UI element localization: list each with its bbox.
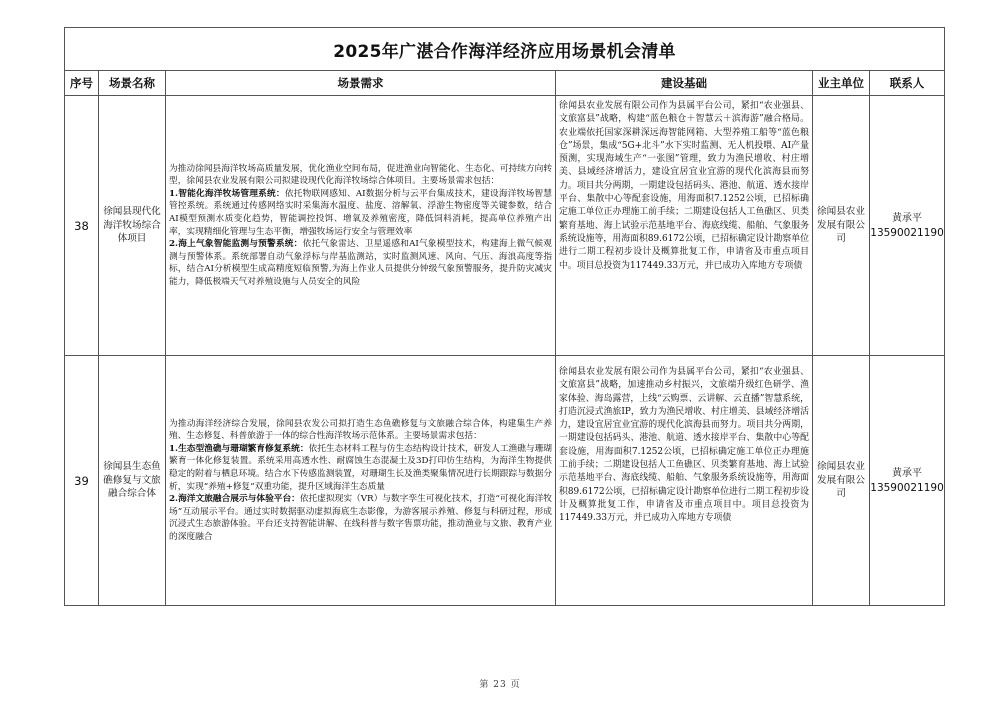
- contact-phone: 13590021190: [870, 481, 944, 494]
- header-scene-requirement: 场景需求: [166, 71, 556, 96]
- requirement-intro: 为推动徐闻县海洋牧场高质量发展，优化渔业空间布局，促进渔业向智能化、生态化、可持续方向转型，徐闻县农业发展有限公司拟建设现代化海洋牧场综合体项目。主要场景需求包括：: [169, 163, 552, 187]
- header-construction-basis: 建设基础: [556, 71, 813, 96]
- requirement-item-text: 依托气象雷达、卫星遥感和AI气象模型技术，构建海上微气候观测与预警体系。系统部署自动气象浮标与岸基监测站，实时监测风速、风向、气压、海浪高度等指标，结合AI分析模型生成高精度短临预警,为海上作业人员提供分钟级气象预警服务，提升防灾减灾能力，降低极端天气对养殖设施与人员安全的风险: [169, 239, 552, 287]
- scene-requirement: [166, 356, 556, 606]
- requirement-item: [169, 238, 552, 288]
- row-index: 38: [65, 96, 99, 356]
- document-title: 2025年广湛合作海洋经济应用场景机会清单: [65, 28, 945, 71]
- requirement-item: [169, 188, 552, 238]
- scene-requirement: [166, 96, 556, 356]
- header-index: 序号: [65, 71, 99, 96]
- contact-cell: [870, 96, 945, 356]
- scene-name: 徐闻县现代化海洋牧场综合体项目: [99, 96, 166, 356]
- table-row: [65, 356, 945, 606]
- requirement-intro: 为推动海洋经济综合发展，徐闻县农发公司拟打造生态鱼礁修复与文旅融合综合体，构建集生产养殖、生态修复、科普旅游于一体的综合性海洋牧场示范体系。主要场景需求包括：: [169, 418, 552, 442]
- row-index: 39: [65, 356, 99, 606]
- header-owner: 业主单位: [813, 71, 870, 96]
- requirement-item-heading: 2.海上气象智能监测与预警系统：: [169, 239, 303, 250]
- construction-basis: 徐闻县农业发展有限公司作为县属平台公司，紧扣“农业强县、文旅富县”战略，构建“蓝色粮仓＋智慧云＋滨海游”融合格局。农业端依托国家深耕深远海智能网箱、大型养殖工船等“蓝色粮仓”场景，集成“5G+北斗”水下实时监测、无人机投喂、AI产量预测，实现海域生产“一张图”管理，致力为渔民增收、村庄增美、县域经济增活力，建设宜居宜业宜游的现代化滨海县而努力。项目共分两期，一期建设包括码头、港池、航道、透水接岸平台、集散中心等配套设施，用海面积7.1252公顷，已招标确定施工单位正办理施工前手续；二期建设包括人工鱼礁区、贝类繁育基地、海上试验示范基地平台、海底线缆、船舶、气象服务系统设施等，用海面积89.6172公顷，已招标确定设计勘察单位进行二期工程初步设计及概算批复工作，申请省及市重点项目中。项目总投资为117449.33万元，并已成功入库地方专项债: [556, 96, 813, 356]
- contact-cell: [870, 356, 945, 606]
- requirement-item-text: 依托虚拟现实（VR）与数字孪生可视化技术，打造“可视化海洋牧场”互动展示平台。通过实时数据驱动虚拟海底生态影像，为游客展示养殖、修复与科研过程，形成沉浸式生态旅游体验。平台还支持智能讲解、在线科普与数字售票功能，推动渔业与文旅、教育产业的深度融合: [169, 494, 552, 542]
- requirement-item-heading: 2.海洋文旅融合展示与体验平台：: [169, 494, 300, 505]
- contact-name: 黄承平: [892, 467, 923, 479]
- owner-unit: 徐闻县农业发展有限公司: [813, 356, 870, 606]
- table-header-row: [65, 71, 945, 96]
- header-scene-name: 场景名称: [99, 71, 166, 96]
- requirement-item: [169, 443, 552, 493]
- contact-name: 黄承平: [892, 212, 923, 224]
- opportunity-list-sheet: [64, 27, 944, 606]
- contact-phone: 13590021190: [870, 226, 944, 239]
- owner-unit: 徐闻县农业发展有限公司: [813, 96, 870, 356]
- requirement-item-text: 依托物联网感知、AI数据分析与云平台集成技术，建设海洋牧场智慧管控系统。系统通过传感网络实时采集海水温度、盐度、溶解氧、浮游生物密度等关键参数，结合AI模型预测水质变化趋势，智能调控投饵、增氧及养殖密度，降低饲料消耗，提高单位养殖产出率，实现精细化管理与生态平衡，增强牧场运行安全与管理效率: [169, 188, 552, 237]
- requirement-item: [169, 493, 552, 543]
- header-contact: 联系人: [870, 71, 945, 96]
- page-number: 第 23 页: [479, 680, 521, 690]
- requirement-item-text: 依托生态材料工程与仿生态结构设计技术，研发人工渔礁与珊瑚繁育一体化修复装置。系统采用高透水性、耐腐蚀生态混凝土及3D打印仿生结构，为海洋生物提供稳定的附着与栖息环境。结合水下传感监测装置，对珊瑚生长及渔类聚集情况进行长期跟踪与数据分析，实现“养殖+修复”双重功能，提升区域海洋生态质量: [169, 443, 552, 492]
- requirement-item-heading: 1.生态型渔礁与珊瑚繁育修复系统：: [169, 443, 309, 454]
- construction-basis: 徐闻县农业发展有限公司作为县属平台公司，紧扣“农业强县、文旅富县”战略，加速推动乡村振兴，文旅端升级红色研学、渔家体验、海岛露营，上线“云购票、云讲解、云直播”智慧系统，打造沉浸式渔旅IP，致力为渔民增收、村庄增美、县域经济增活力，建设宜居宜业宜游的现代化滨海县而努力。项目共分两期，一期建设包括码头、港池、航道、透水接岸平台、集散中心等配套设施，用海面积7.1252公顷，已招标确定施工单位正办理施工前手续；二期建设包括人工鱼礁区、贝类繁育基地、海上试验示范基地平台、海底线缆、船舶、气象服务系统设施等，用海面积89.6172公顷，已招标确定设计勘察单位进行二期工程初步设计及概算批复工作，申请省及市重点项目中。项目总投资为117449.33万元，并已成功入库地方专项债: [556, 356, 813, 606]
- scenario-table: [64, 27, 945, 606]
- requirement-item-heading: 1.智能化海洋牧场管理系统：: [169, 188, 285, 199]
- table-row: [65, 96, 945, 356]
- scene-name: 徐闻县生态鱼礁修复与文旅融合综合体: [99, 356, 166, 606]
